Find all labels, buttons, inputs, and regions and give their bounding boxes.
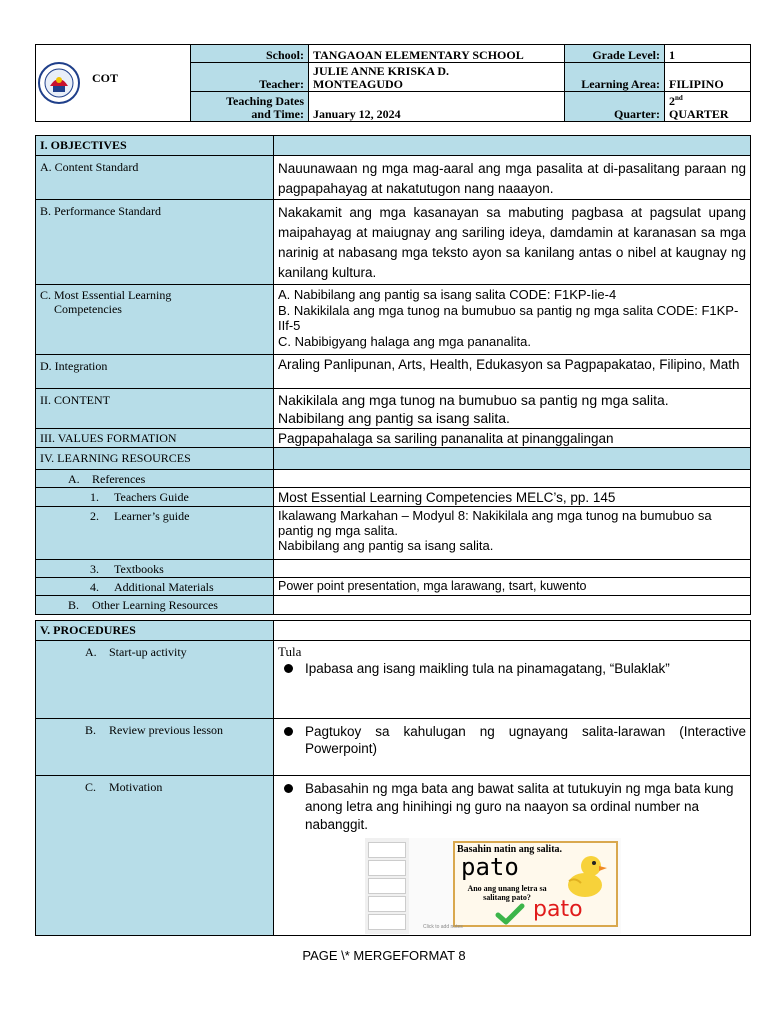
teachers-guide-value: Most Essential Learning Competencies MELC’s, pp. 145 <box>274 488 751 507</box>
references-text: References <box>92 472 146 486</box>
additional-materials-label <box>36 578 274 596</box>
melc-label-2: Competencies <box>54 302 122 316</box>
dates-label <box>191 92 309 122</box>
slide-thumbnail <box>368 842 406 858</box>
procedures-title-blank <box>274 621 751 641</box>
slide-thumbnail <box>368 914 406 930</box>
quarter-value <box>665 92 751 122</box>
learners-guide-line-1: Ikalawang Markahan – Modyul 8: Nakikilala ang mga tunog na bumubuo sa pantig ng mga salita. <box>278 508 712 538</box>
objectives-title: I. OBJECTIVES <box>36 136 274 156</box>
header-table <box>35 44 751 122</box>
powerpoint-screenshot <box>365 838 621 934</box>
content-line-1: Nakikilala ang mga tunog na bumubuo sa pantig ng mga salita. <box>278 392 669 408</box>
other-resources-blank <box>274 596 751 615</box>
slide-word: pato <box>461 853 519 881</box>
melc-a: A. Nabibilang ang pantig sa isang salita CODE: F1KP-Iie-4 <box>278 287 617 302</box>
slide-card <box>453 841 618 927</box>
teachers-guide-label <box>36 488 274 507</box>
review-content <box>274 719 751 776</box>
motivation-bullet-text: Babasahin ng mga bata ang bawat salita at tutukuyin ng mga bata kung anong letra ang hinihingi ng guro na naayon sa ordinal number na nabanggit. <box>305 781 734 832</box>
additional-materials-value: Power point presentation, mga larawang, tsart, kuwento <box>274 578 751 596</box>
teachers-guide-text: Teachers Guide <box>114 490 189 504</box>
slide-question-1: Ano ang unang letra sa <box>467 884 547 893</box>
school-value: TANGAOAN ELEMENTARY SCHOOL <box>309 45 565 63</box>
review-text: Review previous lesson <box>109 723 223 737</box>
grade-label: Grade Level: <box>565 45 665 63</box>
motivation-letter: C. <box>85 780 97 794</box>
textbooks-text: Textbooks <box>114 562 164 576</box>
performance-standard-text: Nakakamit ang mga kasanayan sa mabuting pagbasa at pagsulat upang maipahayag at maiugnay ang sariling ideya, damdamin at karanasan sa mga narinig at nabasang mga teksto ayon sa kanilang antas o nibel at kaugnay ng kanilang kultura. <box>274 200 751 285</box>
resources-blank <box>274 448 751 470</box>
learners-guide-num: 2. <box>90 509 99 523</box>
textbooks-num: 3. <box>90 562 99 576</box>
deped-seal-icon <box>38 62 80 104</box>
procedures-title: V. PROCEDURES <box>36 621 274 641</box>
integration-text: Araling Panlipunan, Arts, Health, Edukasyon sa Pagpapakatao, Filipino, Math <box>274 355 751 389</box>
references-blank <box>274 470 751 488</box>
melc-label <box>36 285 274 355</box>
area-label: Learning Area: <box>565 63 665 92</box>
learners-guide-line-2: Nabibilang ang pantig sa isang salita. <box>278 538 494 553</box>
review-bullet-text: Pagtukoy sa kahulugan ng ugnayang salita-larawan (Interactive Powerpoint) <box>305 724 746 756</box>
logo-cell <box>36 45 191 122</box>
startup-bullet-text: Ipabasa ang isang maikling tula na pinamagatang, “Bulaklak” <box>305 661 670 676</box>
melc-c: C. Nabibigyang halaga ang mga pananalita. <box>278 333 531 349</box>
startup-letter: A. <box>85 645 97 659</box>
melc-text <box>274 285 751 355</box>
content-standard-label: A. Content Standard <box>36 156 274 200</box>
motivation-bullet <box>278 780 746 834</box>
melc-b: B. Nakikilala ang mga tunog na bumubuo sa pantig ng mga salita CODE: F1KP-IIf-5 <box>278 302 739 333</box>
grade-value: 1 <box>665 45 751 63</box>
content-text <box>274 389 751 429</box>
learners-guide-label <box>36 507 274 560</box>
slide-question-2: salitang pato? <box>483 893 531 902</box>
textbooks-label <box>36 560 274 578</box>
motivation-text: Motivation <box>109 780 163 794</box>
content-standard-text: Nauunawaan ng mga mag-aaral ang mga pasalita at di-pasalitang paraan ng pagpapahayag at nakatutugon nang naaayon. <box>274 156 751 200</box>
other-resources-letter: B. <box>68 598 80 612</box>
content-line-2: Nabibilang ang pantig sa isang salita. <box>278 410 510 426</box>
performance-standard-label: B. Performance Standard <box>36 200 274 285</box>
values-text: Pagpapahalaga sa sariling pananalita at pinanggalingan <box>274 429 751 448</box>
teacher-label: Teacher: <box>191 63 309 92</box>
duck-icon <box>565 851 607 899</box>
quarter-num: 2 <box>669 94 675 108</box>
quarter-word: QUARTER <box>669 107 729 121</box>
objectives-table <box>35 135 751 615</box>
melc-label-1: C. Most Essential Learning <box>40 288 172 302</box>
references-label <box>36 470 274 488</box>
resources-label: IV. LEARNING RESOURCES <box>36 448 274 470</box>
content-label: II. CONTENT <box>36 389 274 429</box>
textbooks-blank <box>274 560 751 578</box>
teachers-guide-num: 1. <box>90 490 99 504</box>
other-resources-label <box>36 596 274 615</box>
additional-materials-text: Additional Materials <box>114 580 214 594</box>
quarter-sup: nd <box>675 94 683 102</box>
bullet-icon <box>284 664 293 673</box>
slide-thumbnail <box>368 896 406 912</box>
slide-notes: Click to add notes <box>423 924 463 930</box>
review-letter: B. <box>85 723 97 737</box>
area-value: FILIPINO <box>665 63 751 92</box>
review-label <box>36 719 274 776</box>
slide-answer: pato <box>533 897 583 922</box>
teacher-value <box>309 63 565 92</box>
integration-label: D. Integration <box>36 355 274 389</box>
check-icon <box>495 903 525 925</box>
date-value: January 12, 2024 <box>309 92 565 122</box>
review-bullet <box>278 723 746 757</box>
values-label: III. VALUES FORMATION <box>36 429 274 448</box>
learners-guide-value <box>274 507 751 560</box>
dates-label-1: Teaching Dates <box>226 94 304 108</box>
startup-text: Start-up activity <box>109 645 187 659</box>
dates-label-2: and Time: <box>251 107 304 121</box>
bullet-icon <box>284 727 293 736</box>
startup-label <box>36 641 274 719</box>
startup-content <box>274 641 751 719</box>
slide-heading: Basahin natin ang salita. <box>457 844 563 855</box>
startup-bullet <box>278 660 746 677</box>
teacher-line-2: MONTEAGUDO <box>313 77 403 91</box>
slide-thumbnail <box>368 860 406 876</box>
slide-thumbnails <box>365 838 409 934</box>
references-letter: A. <box>68 472 80 486</box>
bullet-icon <box>284 784 293 793</box>
learners-guide-text: Learner’s guide <box>114 509 190 523</box>
school-label: School: <box>191 45 309 63</box>
startup-intro: Tula <box>278 644 302 659</box>
cot-label: COT <box>92 70 119 85</box>
other-resources-text: Other Learning Resources <box>92 598 218 612</box>
quarter-label: Quarter: <box>565 92 665 122</box>
teacher-line-1: JULIE ANNE KRISKA D. <box>313 64 450 78</box>
objectives-title-blank <box>274 136 751 156</box>
motivation-label <box>36 776 274 936</box>
page-footer: PAGE \* MERGEFORMAT 8 <box>302 948 466 963</box>
additional-materials-num: 4. <box>90 580 99 594</box>
slide-thumbnail <box>368 878 406 894</box>
